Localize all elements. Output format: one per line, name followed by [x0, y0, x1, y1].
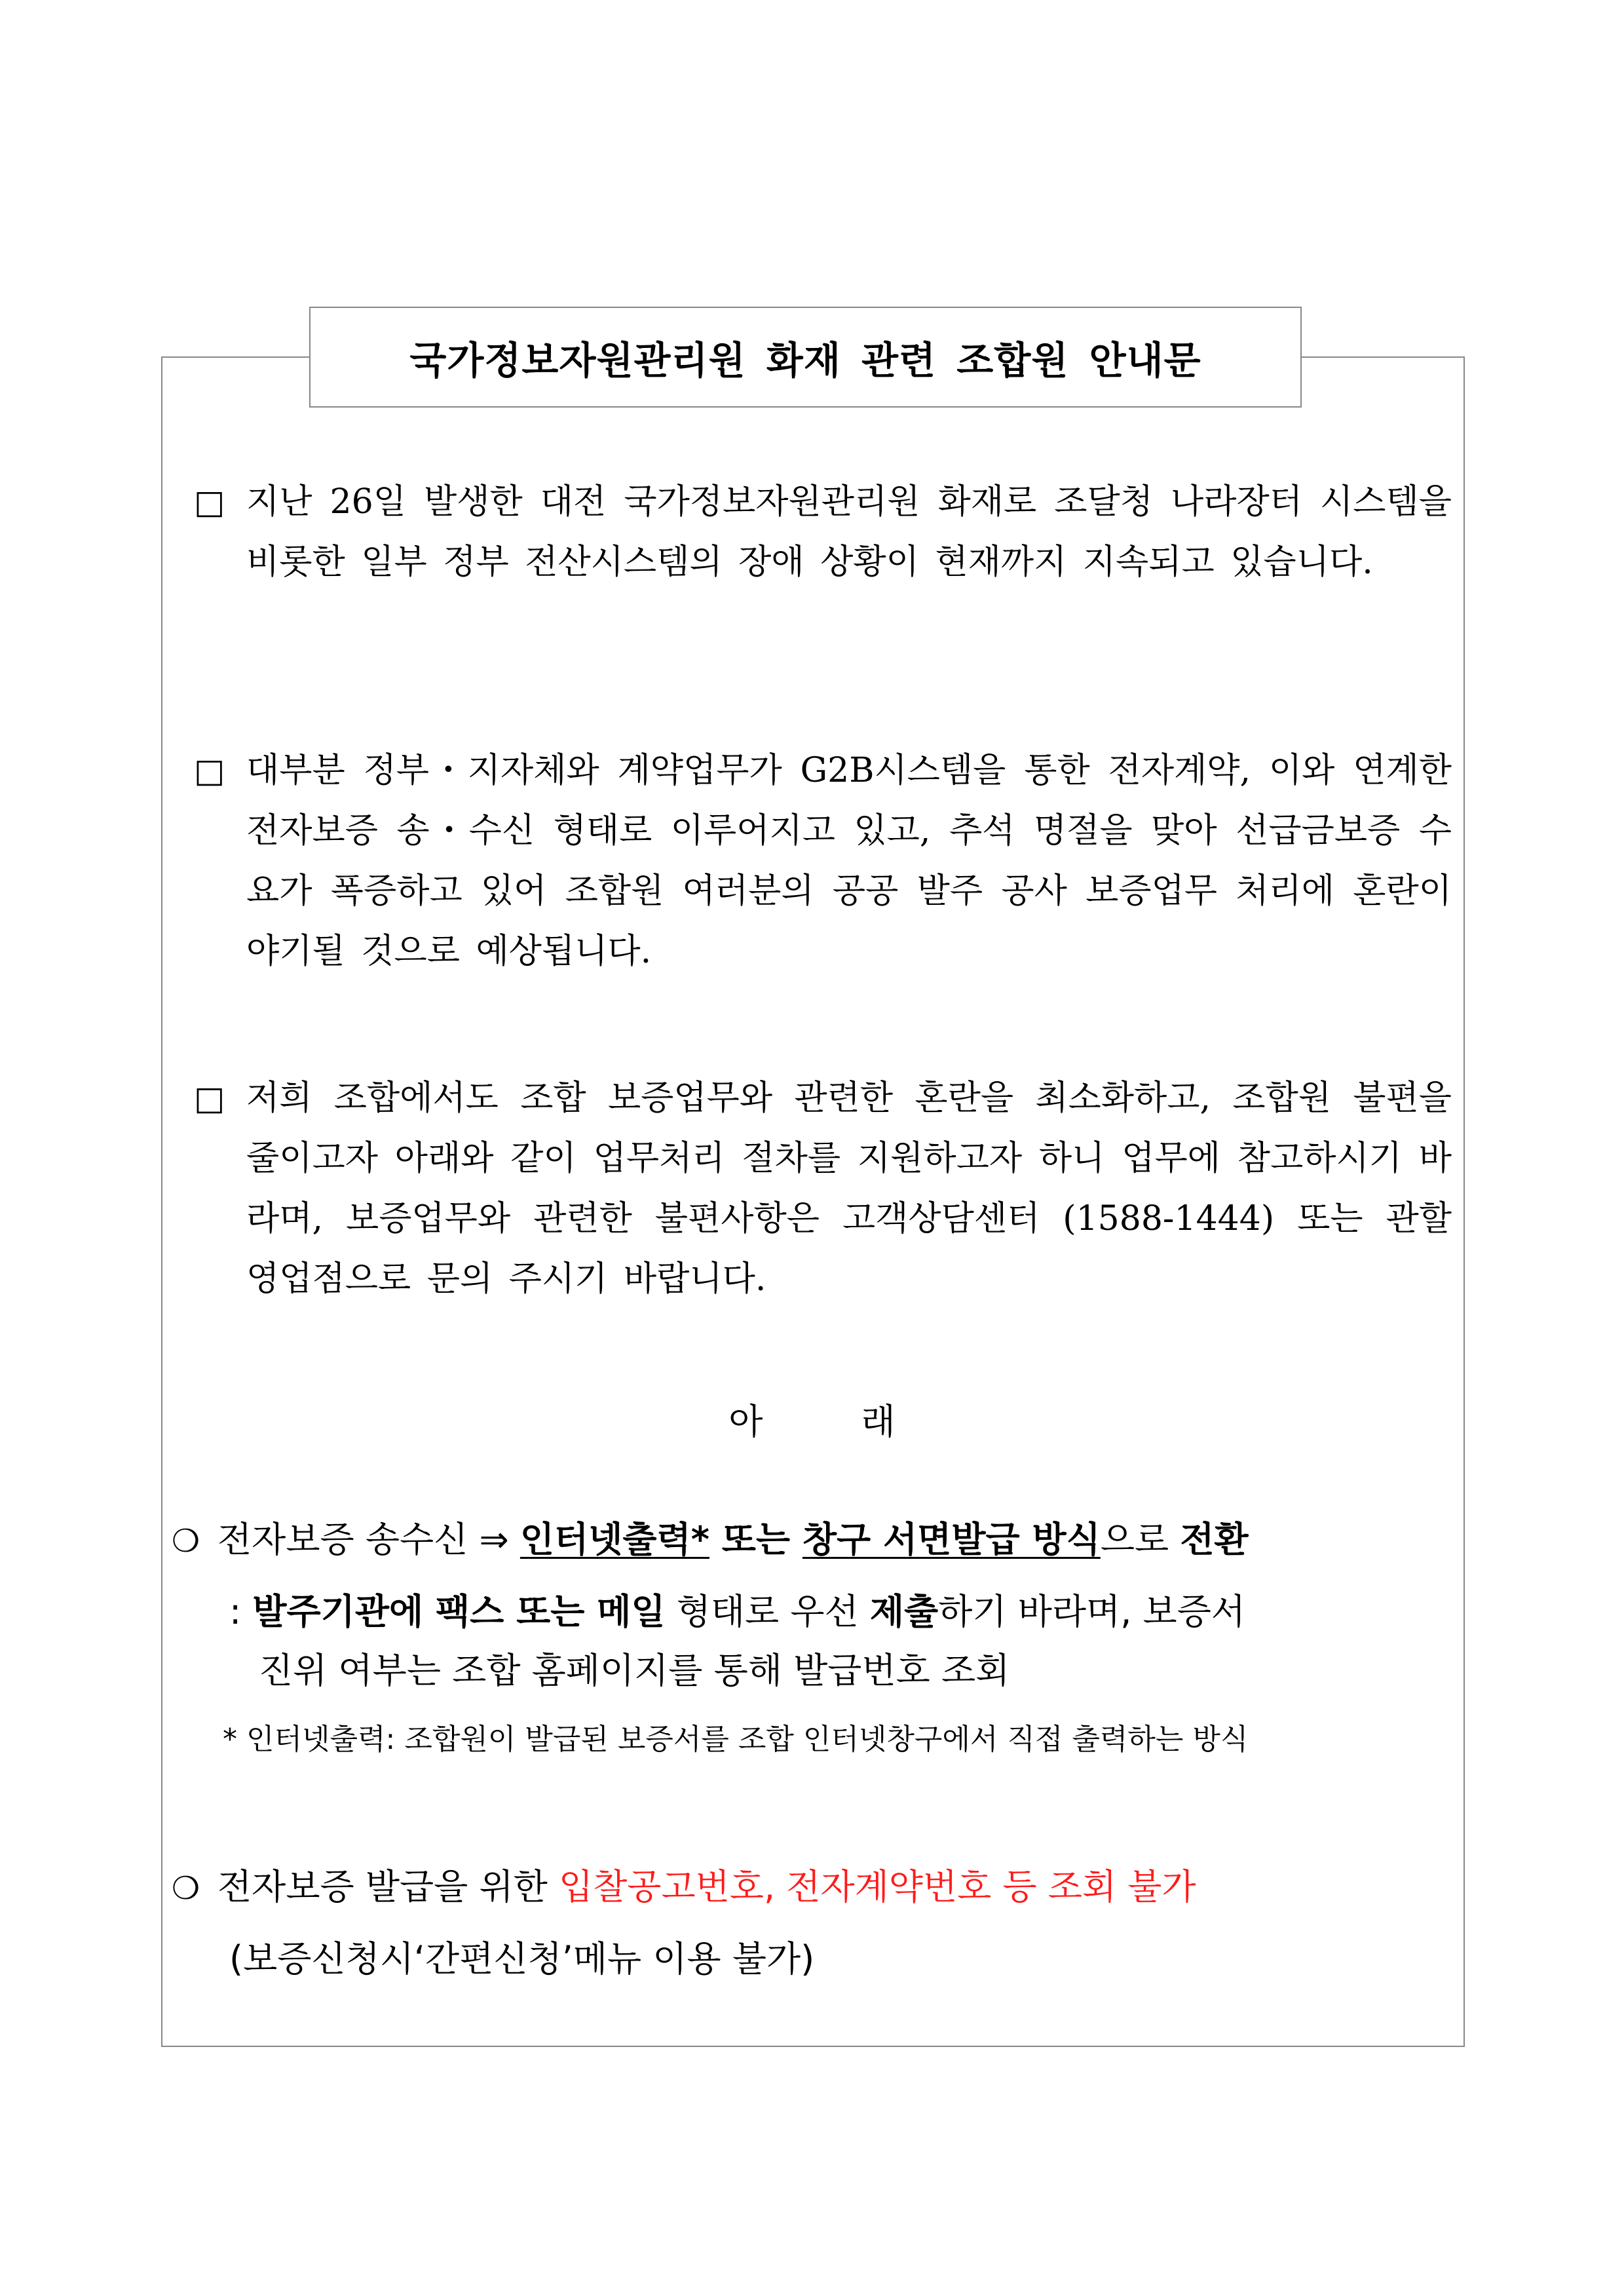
paragraph-2-text: 대부분 정부・지자체와 계약업무가 G2B시스템을 통한 전자계약, 이와 연계한 전자보증 송・수신 형태로 이루어지고 있고, 추석 명절을 맞아 선급금보증 수요가 폭증하고 있어 조합원 여러분의 공공 발주 공사 보증업무 처리에 혼란이 야기될 것으로 예상됩니다. [246, 751, 1452, 971]
item-2-detail: (보증신청시‘간편신청’메뉴 이용 불가) [229, 1938, 815, 1980]
paragraph-1-text: 지난 26일 발생한 대전 국가정보자원관리원 화재로 조달청 나라장터 시스템을 비롯한 일부 정부 전산시스템의 장애 상황이 현재까지 지속되고 있습니다. [246, 482, 1452, 582]
item-1-detail-line-2: 진위 여부는 조합 홈페이지를 통해 발급번호 조회 [259, 1650, 1010, 1691]
item-1-counter-issue: 창구 서면발급 방식 [802, 1519, 1101, 1560]
item-1-switch: 전환 [1180, 1519, 1249, 1560]
item-2-lead: 전자보증 발급을 위한 [217, 1866, 559, 1907]
item-1-detail-bold-1: 발주기관에 팩스 또는 메일 [252, 1591, 666, 1632]
title-box [309, 307, 1302, 408]
page-title: 국가정보자원관리원 화재 관련 조합원 안내문 [409, 338, 1201, 383]
item-2-warning: 입찰공고번호, 전자계약번호 등 조회 불가 [558, 1866, 1196, 1907]
checkbox-bullet: □ [194, 483, 225, 521]
paragraph-2 [194, 740, 1452, 982]
below-heading-left: 아 [728, 1401, 763, 1442]
item-1 [172, 1514, 1456, 1567]
paragraph-3 [194, 1068, 1452, 1309]
circle-bullet-icon: ❍ [172, 1870, 200, 1907]
item-1-lead: 전자보증 송수신 ⇒ [217, 1519, 520, 1560]
checkbox-bullet: □ [194, 752, 225, 790]
checkbox-bullet: □ [194, 1079, 225, 1117]
item-1-detail-bold-2: 제출 [869, 1591, 939, 1632]
item-1-detail-plain-1: 형태로 우선 [665, 1591, 870, 1632]
item-1-tail: 으로 [1100, 1519, 1180, 1560]
item-1-mid: 또는 [709, 1519, 803, 1560]
item-1-detail-line-1 [229, 1586, 1245, 1638]
footnote-internet-print: * 인터넷출력: 조합원이 발급된 보증서를 조합 인터넷창구에서 직접 출력하는 방식 [223, 1723, 1249, 1756]
item-1-detail-colon: : [229, 1591, 253, 1632]
paragraph-1 [194, 472, 1452, 592]
circle-bullet-icon: ❍ [172, 1523, 200, 1559]
item-2 [172, 1861, 1456, 1915]
below-heading [0, 1396, 1624, 1448]
item-1-internet-print: 인터넷출력* [519, 1519, 709, 1560]
paragraph-3-text: 저희 조합에서도 조합 보증업무와 관련한 혼란을 최소화하고, 조합원 불편을 줄이고자 아래와 같이 업무처리 절차를 지원하고자 하니 업무에 참고하시기 바라며, 보증업무와 관련한 불편사항은 고객상담센터 (1588-1444) 또는 관할 영업점으로 문의 주시기 바랍니다. [246, 1079, 1452, 1299]
below-heading-right: 래 [861, 1401, 896, 1442]
item-1-detail-plain-2: 하기 바라며, 보증서 [938, 1591, 1246, 1632]
